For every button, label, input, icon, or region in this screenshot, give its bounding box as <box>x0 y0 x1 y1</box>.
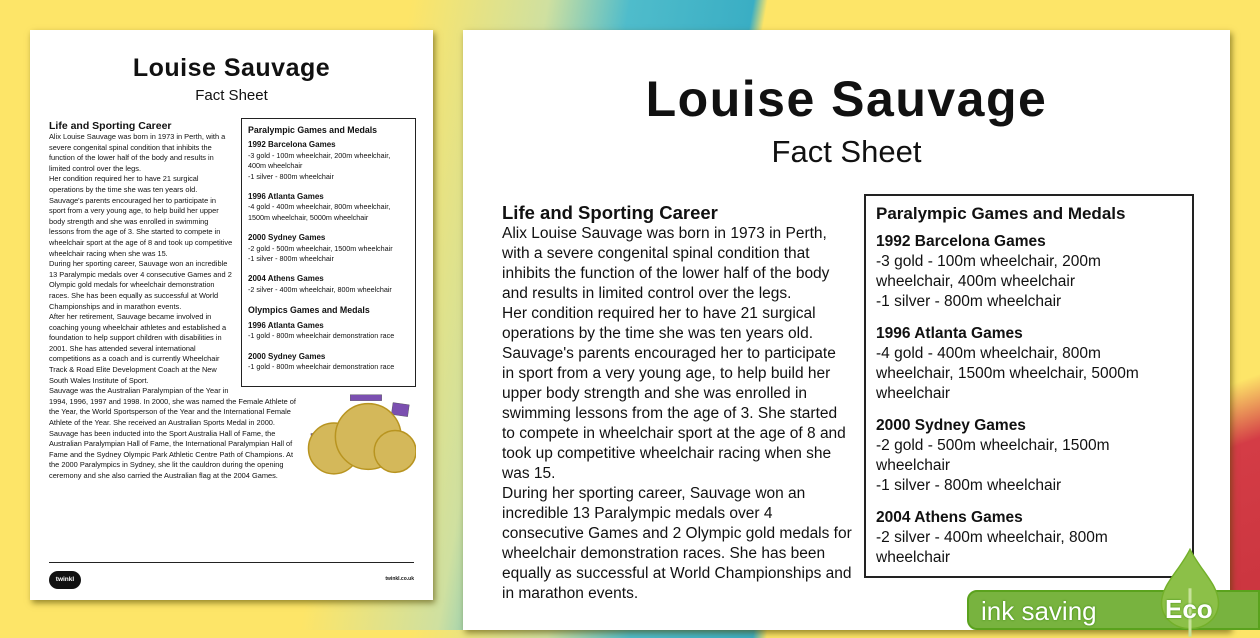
career-paragraph: Sauvage was the Australian Paralympian of the Year in 1994, 1996, 1997 and 1998. In 2000, she was named the Female Athlete of the Year, the World Sportsperson of the Year and the International Female Athlete of the Year. She received an Australian Sports Medal in 2000. Sauvage has been inducted into the Sport Australia Hall of Fame, the Australian Paralympian Hall of Fame, the International Paralympian Hall of Fame and the Sydney Olympic Park Athletic Centre Path of Champions. At the 2000 Paralympics in Sydney, she lit the cauldron during the opening ceremony and she also carried the Australian flag at the 2004 Games. <box>49 386 296 480</box>
games-title: 2000 Sydney Games <box>876 417 1026 434</box>
career-paragraph: Sauvage's parents encouraged her to participate in sport from a very young age, to help build her upper body strength and she was enrolled in swimming lessons from the age of 3. She started to compete in wheelchair sport at the age of 8 and took up competitive wheelchair racing when she was 15. <box>49 195 233 258</box>
games-title: 1992 Barcelona Games <box>876 233 1046 250</box>
medal-line: -3 gold - 100m wheelchair, 200m wheelchair, 400m wheelchair <box>876 253 1101 290</box>
games-title: 1996 Atlanta Games <box>876 325 1023 342</box>
content <box>49 120 414 482</box>
content <box>502 196 1192 604</box>
page-subtitle: Fact Sheet <box>195 87 268 104</box>
medal-line: -1 silver - 800m wheelchair <box>876 293 1062 310</box>
games-entry <box>248 140 409 182</box>
career-paragraph: After her retirement, Sauvage became involved in coaching young wheelchair athletes and established a foundation to help support children with disabilities in 2001. She has attended several international competitions as a coach and is currently Wheelchair Track & Road Elite Development Coach at the New South Wales Institute of Sport. <box>49 312 227 385</box>
medal-line: -1 silver - 800m wheelchair <box>876 477 1062 494</box>
page-title: Louise Sauvage <box>645 71 1048 127</box>
medals-section-heading: Paralympic Games and Medals <box>248 125 378 135</box>
medal-line: -1 gold - 800m wheelchair demonstration race <box>248 331 395 341</box>
medal-line: -2 silver - 400m wheelchair, 800m wheelchair <box>876 529 1108 566</box>
career-paragraph: During her sporting career, Sauvage won an incredible 13 Paralympic medals over 4 consecutive Games and 2 Olympic gold medals for wheelchair demonstration races. She has been equally as successful at World Championships and in marathon events. <box>49 259 232 311</box>
medal-line: -2 silver - 400m wheelchair, 800m wheelchair <box>248 284 392 294</box>
medals-illustration <box>304 393 416 477</box>
medals-box <box>241 118 416 387</box>
medal-line: -2 gold - 500m wheelchair, 1500m wheelchair <box>248 243 393 253</box>
games-entry <box>876 508 1182 568</box>
page-title: Louise Sauvage <box>132 54 331 82</box>
twinkl-logo: twinkl <box>49 571 81 589</box>
page-subtitle: Fact Sheet <box>771 134 922 169</box>
career-paragraph: Alix Louise Sauvage was born in 1973 in Perth, with a severe congenital spinal condition that inhibits the function of the lower half of the body and results in limited control over the legs. <box>49 132 226 173</box>
games-title: 2004 Athens Games <box>876 509 1023 526</box>
games-entry <box>248 233 409 264</box>
games-title: 1996 Atlanta Games <box>248 192 324 202</box>
footer-url: twinkl.co.uk <box>385 576 414 582</box>
footer-divider <box>49 562 414 563</box>
career-paragraph: Her condition required her to have 21 surgical operations by the time she was ten years old. <box>502 305 816 342</box>
medal-line: -4 gold - 400m wheelchair, 800m wheelchair, 1500m wheelchair, 5000m wheelchair <box>248 202 391 222</box>
career-paragraph: Sauvage's parents encouraged her to participate in sport from a very young age, to help build her upper body strength and she was enrolled in swimming lessons from the age of 3. She started to compete in wheelchair sport at the age of 8 and took up competitive wheelchair racing when she was 15. <box>502 345 846 482</box>
games-title: 2004 Athens Games <box>248 274 324 284</box>
medal-line: -4 gold - 400m wheelchair, 800m wheelchair, 1500m wheelchair, 5000m wheelchair <box>876 345 1139 402</box>
career-heading: Life and Sporting Career <box>49 120 172 132</box>
career-paragraph: Her condition required her to have 21 surgical operations by the time she was ten years old. <box>49 174 199 194</box>
ink-saving-label: ink saving <box>981 596 1097 626</box>
medal-line: -3 gold - 100m wheelchair, 200m wheelchair, 400m wheelchair <box>248 150 391 171</box>
games-entry <box>248 352 409 373</box>
medals-box <box>864 194 1194 578</box>
games-entry <box>876 324 1182 404</box>
medal-line: -1 silver - 800m wheelchair <box>248 254 334 264</box>
career-paragraph: Alix Louise Sauvage was born in 1973 in Perth, with a severe congenital spinal condition that inhibits the function of the lower half of the body and results in limited control over the legs. <box>502 225 830 302</box>
medal-line: -2 gold - 500m wheelchair, 1500m wheelchair <box>876 437 1110 474</box>
medal-line: -1 silver - 800m wheelchair <box>248 171 334 181</box>
games-entry <box>248 321 409 342</box>
games-title: 1992 Barcelona Games <box>248 140 336 150</box>
background-decoration <box>1230 0 1260 630</box>
main-page-preview <box>463 30 1230 630</box>
medals-section-heading: Olympics Games and Medals <box>248 305 370 316</box>
games-entry <box>248 192 409 223</box>
thumbnail-page[interactable] <box>30 30 433 600</box>
career-paragraph: During her sporting career, Sauvage won an incredible 13 Paralympic medals over 4 consecutive Games and 2 Olympic gold medals for wheelchair demonstration races. She has been equally as successful at World Championships and in marathon events. <box>502 485 852 602</box>
games-title: 2000 Sydney Games <box>248 351 326 361</box>
medals-section-heading: Paralympic Games and Medals <box>876 204 1126 223</box>
games-title: 2000 Sydney Games <box>248 233 326 243</box>
games-entry <box>248 274 409 295</box>
games-entry <box>876 416 1182 496</box>
career-heading: Life and Sporting Career <box>502 202 718 223</box>
medal-line: -1 gold - 800m wheelchair demonstration race <box>248 361 395 371</box>
games-title: 1996 Atlanta Games <box>248 320 324 330</box>
eco-label: Eco <box>1165 594 1213 624</box>
games-entry <box>876 232 1182 312</box>
